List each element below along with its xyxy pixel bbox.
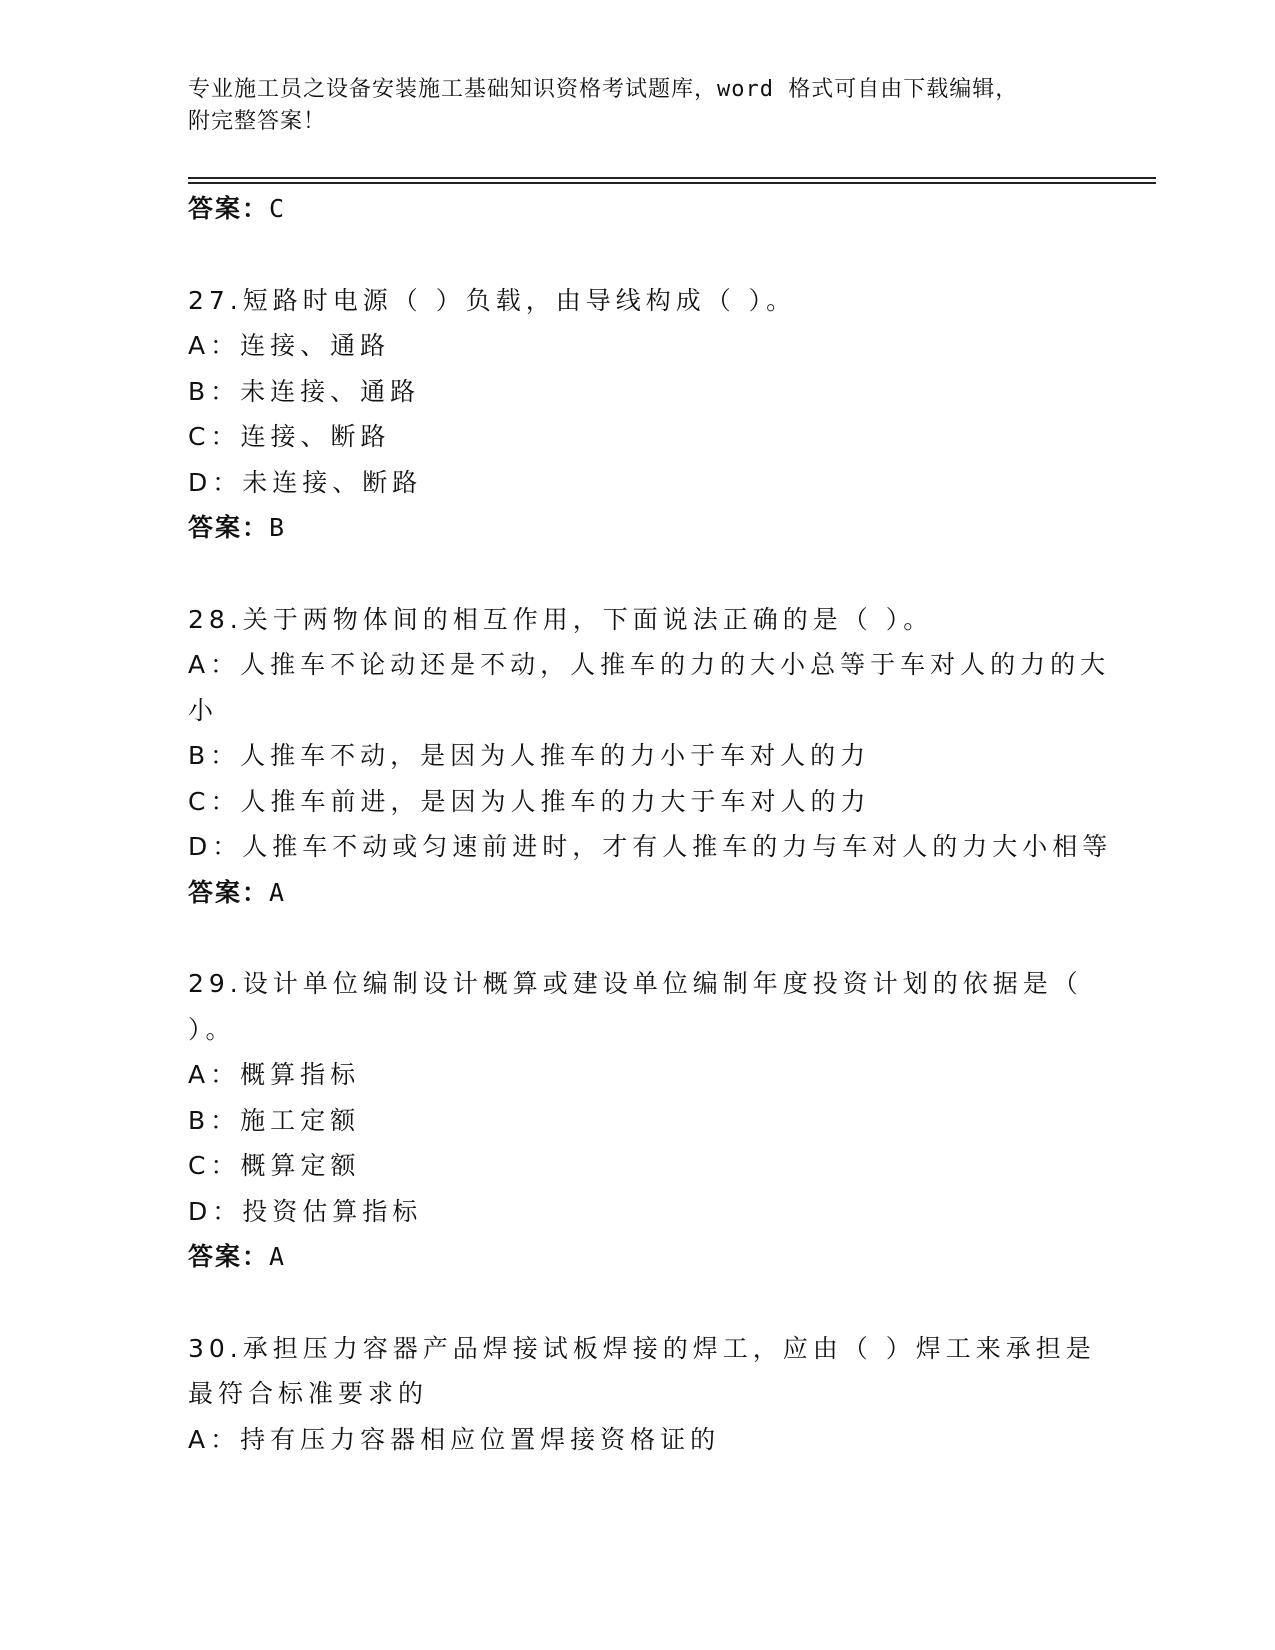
option-d: D：未连接、断路: [188, 467, 423, 497]
header-rule-bottom: [188, 182, 1156, 184]
answer-line: [188, 186, 1108, 232]
question-block: [188, 961, 1108, 1280]
option-a-continued: 小: [188, 695, 219, 725]
option-b: B：未连接、通路: [188, 376, 421, 406]
question-block: [188, 278, 1108, 551]
option-a: A：概算指标: [188, 1060, 361, 1089]
answer-label: 答案：: [188, 513, 270, 542]
spacer: [188, 551, 1108, 597]
spacer: [188, 915, 1108, 961]
option-a: A：连接、通路: [188, 331, 391, 360]
question-stem: 27.短路时电源（ ）负载，由导线构成（ ）。: [188, 285, 797, 315]
header-rule-top: [188, 177, 1156, 179]
question-stem: 28.关于两物体间的相互作用，下面说法正确的是（ ）。: [188, 604, 934, 634]
answer-line: [188, 505, 1108, 551]
spacer: [188, 232, 1108, 278]
header-line-2: 附完整答案！: [188, 109, 327, 134]
option-b: B：施工定额: [188, 1105, 361, 1135]
question-stem: 30.承担压力容器产品焊接试板焊接的焊工，应由（ ）焊工来承担是: [188, 1333, 1096, 1363]
answer-value: A: [269, 877, 287, 907]
question-block: [188, 1326, 1108, 1463]
answer-label: 答案：: [188, 877, 270, 907]
option-d: D：人推车不动或匀速前进时，才有人推车的力与车对人的力大小相等: [188, 832, 1113, 861]
answer-value: A: [269, 1242, 287, 1271]
spacer: [188, 1280, 1108, 1326]
option-c: C：人推车前进，是因为人推车的力大于车对人的力: [188, 786, 871, 816]
answer-value: C: [269, 194, 287, 223]
answer-label: 答案：: [188, 1242, 270, 1271]
question-stem: 29.设计单位编制设计概算或建设单位编制年度投资计划的依据是（: [188, 969, 1083, 998]
option-c: C：连接、断路: [188, 422, 391, 451]
answer-line: [188, 1234, 1108, 1280]
option-a: A：持有压力容器相应位置焊接资格证的: [188, 1424, 721, 1454]
option-c: C：概算定额: [188, 1151, 361, 1180]
answer-line: [188, 870, 1108, 916]
answer-value: B: [269, 513, 287, 542]
question-block: [188, 597, 1113, 916]
option-a: A：人推车不论动还是不动，人推车的力的大小总等于车对人的力的大: [188, 650, 1111, 679]
option-b: B：人推车不动，是因为人推车的力小于车对人的力: [188, 741, 871, 770]
option-d: D：投资估算指标: [188, 1196, 423, 1226]
header-line-1: 专业施工员之设备安装施工基础知识资格考试题库，word 格式可自由下载编辑，: [188, 77, 1019, 102]
document-header: [188, 74, 1088, 138]
answer-label: 答案：: [188, 194, 270, 223]
question-list: [188, 186, 1113, 1462]
question-stem-continued: 最符合标准要求的: [188, 1379, 429, 1408]
question-stem-continued: ）。: [188, 1014, 236, 1044]
